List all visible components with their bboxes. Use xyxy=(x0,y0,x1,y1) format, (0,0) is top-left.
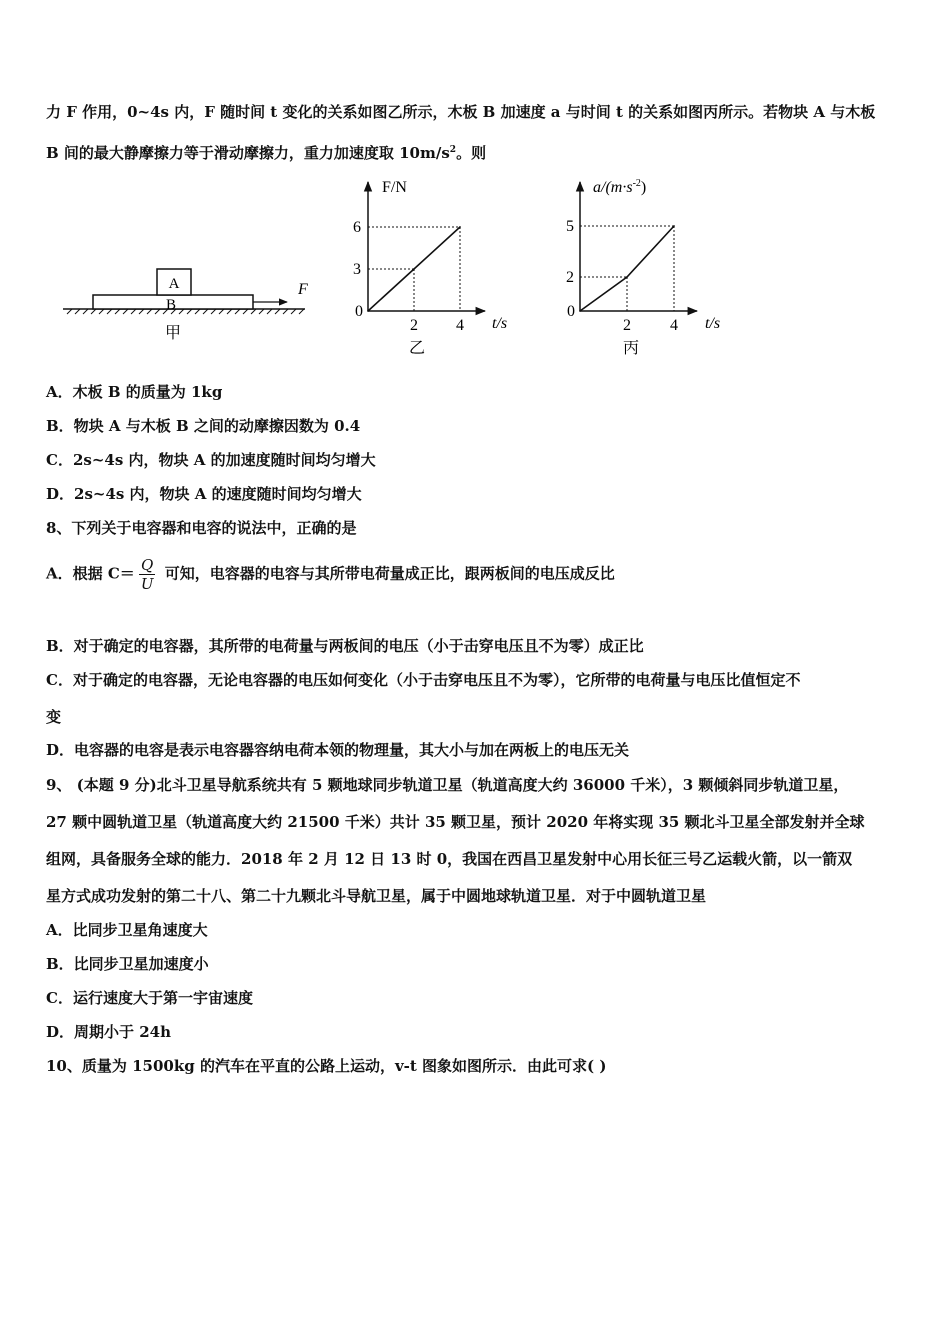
q8-option-d: D．电容器的电容是表示电容器容纳电荷本领的物理量，其大小与加在两板上的电压无关 xyxy=(46,741,630,759)
q7-stem-sup: 2 xyxy=(449,145,457,155)
q9-stem-line3: 组网，具备服务全球的能力．2018 年 2 月 12 日 13 时 0，我国在西昌卫星发射中心用长征三号乙运载火箭，以一箭双 xyxy=(46,850,853,868)
fraction-denominator: U xyxy=(140,575,154,593)
q7-figure xyxy=(55,172,735,357)
bing-xtick-label: 4 xyxy=(670,317,678,334)
yi-data-point xyxy=(367,310,369,312)
bing-xtick-label: 2 xyxy=(623,317,631,334)
figure-yi xyxy=(353,179,507,357)
q7-option-d: D．2s~4s 内，物块 A 的速度随时间均匀增大 xyxy=(46,485,362,503)
block-a-label: A xyxy=(168,276,180,292)
q9-option-a: A．比同步卫星角速度大 xyxy=(46,921,208,939)
yi-xtick-label: 4 xyxy=(456,317,464,334)
q7-stem-end: 。则 xyxy=(456,144,487,162)
q9-option-b: B．比同步卫星加速度小 xyxy=(46,955,209,973)
yi-origin-label: 0 xyxy=(355,303,363,320)
q7-stem-text: B 间的最大静摩擦力等于滑动摩擦力，重力加速度取 10m/s xyxy=(46,144,450,162)
yi-x-axis-label: t/s xyxy=(492,315,508,332)
figure-bing xyxy=(566,178,720,357)
q9-stem-line4: 星方式成功发射的第二十八、第二十九颗北斗导航卫星，属于中圆地球轨道卫星．对于中圆轨道卫星 xyxy=(46,887,707,905)
q10-stem: 10、质量为 1500kg 的汽车在平直的公路上运动，v-t 图象如图所示．由此可求( ) xyxy=(46,1057,607,1075)
bing-ytick-label: 2 xyxy=(566,269,574,286)
q8-option-c-line1: C．对于确定的电容器，无论电容器的电压如何变化（小于击穿电压且不为零），它所带的电荷量与电压比值恒定不 xyxy=(46,671,801,689)
force-label: F xyxy=(298,281,308,298)
q8-stem: 8、下列关于电容器和电容的说法中，正确的是 xyxy=(46,519,357,537)
yi-xtick-label: 2 xyxy=(410,317,418,334)
q8-option-b: B．对于确定的电容器，其所带的电荷量与两板间的电压（小于击穿电压且不为零）成正比 xyxy=(46,637,644,655)
yi-ytick-label: 6 xyxy=(353,219,361,236)
bing-data-point xyxy=(626,276,628,278)
bing-x-axis-label: t/s xyxy=(705,315,721,332)
caption-bing: 丙 xyxy=(622,340,640,357)
figure-jia xyxy=(63,269,308,342)
q8-option-a-text: 可知，电容器的电容与其所带电荷量成正比，跟两板间的电压成反比 xyxy=(159,564,615,583)
bing-y-axis-label: $a/(m\cdot s^{-2})$ xyxy=(593,178,647,196)
q8-option-a xyxy=(46,556,615,593)
q9-option-c: C．运行速度大于第一宇宙速度 xyxy=(46,989,253,1007)
yi-data-point xyxy=(413,268,415,270)
q9-stem-line1: 9、 (本题 9 分)北斗卫星导航系统共有 5 颗地球同步轨道卫星（轨道高度大约 36000 千米），3 颗倾斜同步轨道卫星， xyxy=(46,776,849,794)
q7-stem-line1: 力 F 作用，0~4s 内，F 随时间 t 变化的关系如图乙所示，木板 B 加速度 a 与时间 t 的关系如图丙所示。若物块 A 与木板 xyxy=(46,103,876,121)
q7-stem-line2 xyxy=(46,140,486,163)
q-over-u-fraction xyxy=(139,556,156,593)
q9-option-d: D．周期小于 24h xyxy=(46,1023,172,1041)
q9-stem-line2: 27 颗中圆轨道卫星（轨道高度大约 21500 千米）共计 35 颗卫星，预计 2020 年将实现 35 颗北斗卫星全部发射并全球 xyxy=(46,813,865,831)
q8-option-c-line2: 变 xyxy=(46,708,62,726)
bing-data-point xyxy=(673,225,675,227)
q7-option-c: C．2s~4s 内，物块 A 的加速度随时间均匀增大 xyxy=(46,451,376,469)
bing-ytick-label: 5 xyxy=(566,218,574,235)
fraction-numerator: Q xyxy=(139,556,156,575)
caption-jia: 甲 xyxy=(164,325,182,342)
yi-y-axis-label: F/N xyxy=(382,179,407,196)
yi-data-point xyxy=(459,226,461,228)
board-b-label: B xyxy=(165,297,177,313)
q8-option-a-prefix: A．根据 C＝ xyxy=(46,564,135,583)
q7-option-a: A．木板 B 的质量为 1kg xyxy=(46,383,223,401)
caption-yi: 乙 xyxy=(408,340,426,357)
bing-origin-label: 0 xyxy=(567,303,575,320)
bing-data-point xyxy=(579,310,581,312)
yi-ytick-label: 3 xyxy=(353,261,361,278)
q7-option-b: B．物块 A 与木板 B 之间的动摩擦因数为 0.4 xyxy=(46,417,361,435)
